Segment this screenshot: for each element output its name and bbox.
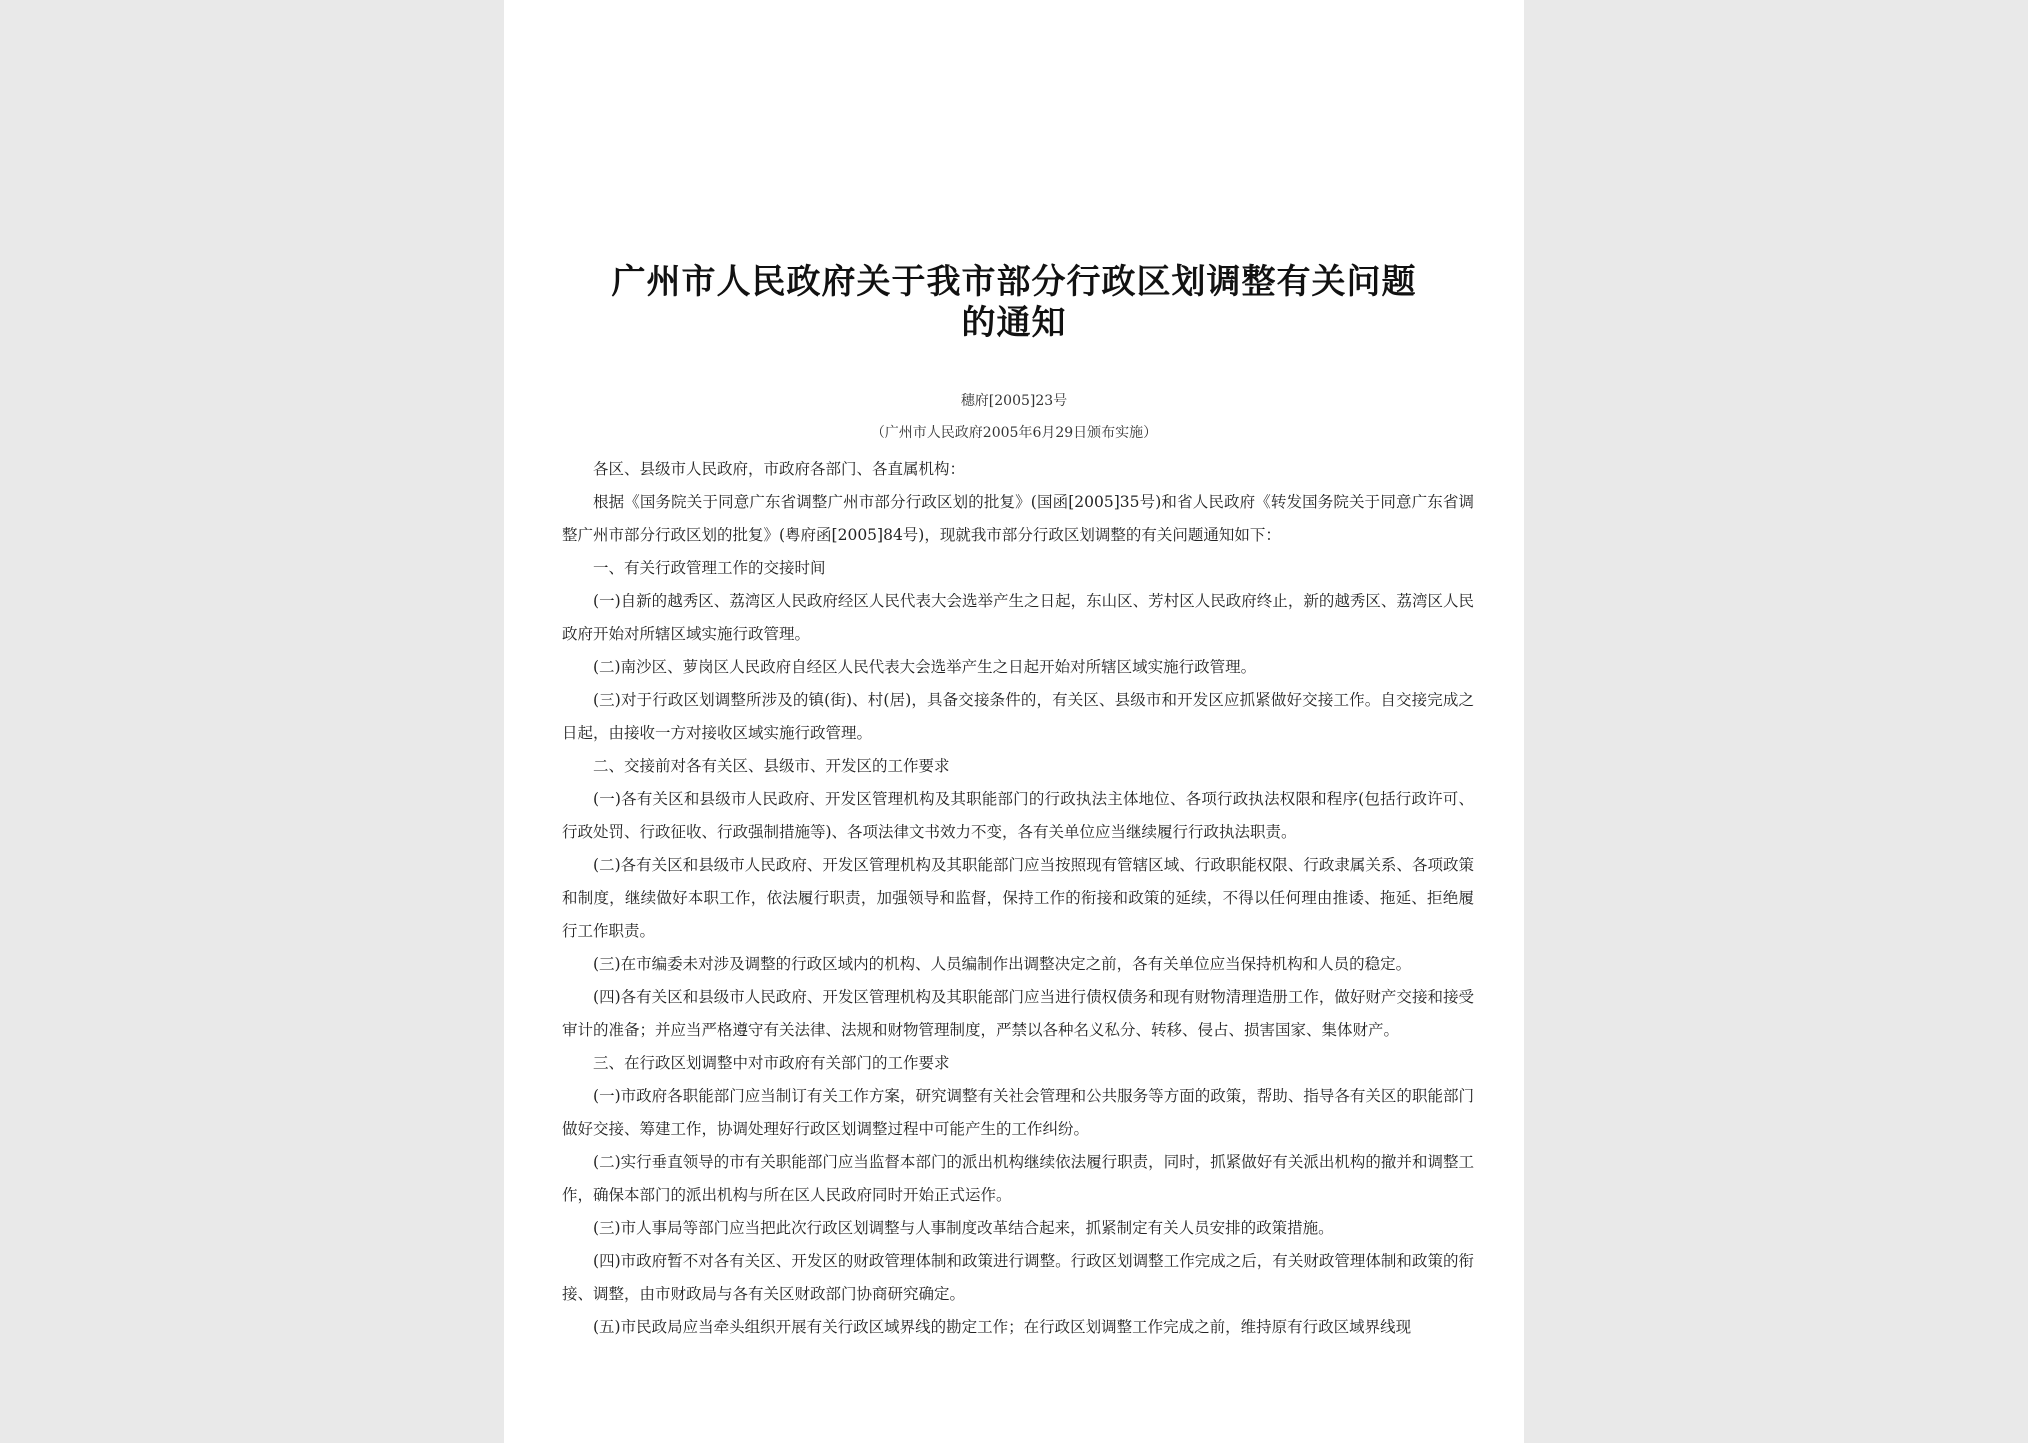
document-page — [504, 0, 1524, 1443]
paragraph: (二)各有关区和县级市人民政府、开发区管理机构及其职能部门应当按照现有管辖区域、行政职能权限、行政隶属关系、各项政策和制度，继续做好本职工作，依法履行职责，加强领导和监督，保持工作的衔接和政策的延续，不得以任何理由推诿、拖延、拒绝履行工作职责。 — [562, 856, 1474, 940]
title-line-2: 的通知 — [961, 303, 1067, 343]
paragraph: (一)市政府各职能部门应当制订有关工作方案，研究调整有关社会管理和公共服务等方面的政策，帮助、指导各有关区的职能部门做好交接、筹建工作，协调处理好行政区划调整过程中可能产生的工作纠纷。 — [562, 1087, 1474, 1138]
paragraph: (三)在市编委未对涉及调整的行政区域内的机构、人员编制作出调整决定之前，各有关单位应当保持机构和人员的稳定。 — [593, 955, 1412, 973]
paragraph: (二)实行垂直领导的市有关职能部门应当监督本部门的派出机构继续依法履行职责，同时，抓紧做好有关派出机构的撤并和调整工作，确保本部门的派出机构与所在区人民政府同时开始正式运作。 — [562, 1153, 1474, 1204]
title-line-1: 广州市人民政府关于我市部分行政区划调整有关问题 — [611, 262, 1417, 302]
paragraph: (四)市政府暂不对各有关区、开发区的财政管理体制和政策进行调整。行政区划调整工作完成之后，有关财政管理体制和政策的衔接、调整，由市财政局与各有关区财政部门协商研究确定。 — [562, 1252, 1474, 1303]
document-body — [562, 453, 1474, 1344]
paragraph: (三)市人事局等部门应当把此次行政区划调整与人事制度改革结合起来，抓紧制定有关人员安排的政策措施。 — [593, 1219, 1334, 1237]
paragraph: (一)各有关区和县级市人民政府、开发区管理机构及其职能部门的行政执法主体地位、各项行政执法权限和程序(包括行政许可、行政处罚、行政征收、行政强制措施等)、各项法律文书效力不变，各有关单位应当继续履行行政执法职责。 — [562, 790, 1474, 841]
paragraph: (一)自新的越秀区、荔湾区人民政府经区人民代表大会选举产生之日起，东山区、芳村区人民政府终止，新的越秀区、荔湾区人民政府开始对所辖区域实施行政管理。 — [562, 592, 1474, 643]
document-number: 穗府[2005]23号 — [960, 393, 1068, 409]
paragraph: (四)各有关区和县级市人民政府、开发区管理机构及其职能部门应当进行债权债务和现有财物清理造册工作，做好财产交接和接受审计的准备；并应当严格遵守有关法律、法规和财物管理制度，严禁以各种名义私分、转移、侵占、损害国家、集体财产。 — [562, 988, 1474, 1039]
paragraph: (二)南沙区、萝岗区人民政府自经区人民代表大会选举产生之日起开始对所辖区域实施行政管理。 — [593, 658, 1257, 676]
section-heading-1: 一、有关行政管理工作的交接时间 — [593, 559, 826, 577]
section-heading-2: 二、交接前对各有关区、县级市、开发区的工作要求 — [593, 757, 950, 775]
paragraph-addressee: 各区、县级市人民政府，市政府各部门、各直属机构： — [593, 460, 966, 478]
paragraph: 根据《国务院关于同意广东省调整广州市部分行政区划的批复》(国函[2005]35号)和省人民政府《转发国务院关于同意广东省调整广州市部分行政区划的批复》(粤府函[2005]84号)，现就我市部分行政区划调整的有关问题通知如下： — [562, 493, 1474, 544]
paragraph: (三)对于行政区划调整所涉及的镇(街)、村(居)，具备交接条件的，有关区、县级市和开发区应抓紧做好交接工作。自交接完成之日起，由接收一方对接收区域实施行政管理。 — [562, 691, 1474, 742]
paragraph: (五)市民政局应当牵头组织开展有关行政区域界线的勘定工作；在行政区划调整工作完成之前，维持原有行政区域界线现 — [593, 1318, 1412, 1336]
issued-note: （广州市人民政府2005年6月29日颁布实施） — [870, 425, 1158, 441]
section-heading-3: 三、在行政区划调整中对市政府有关部门的工作要求 — [593, 1054, 950, 1072]
document-title — [589, 262, 1439, 344]
